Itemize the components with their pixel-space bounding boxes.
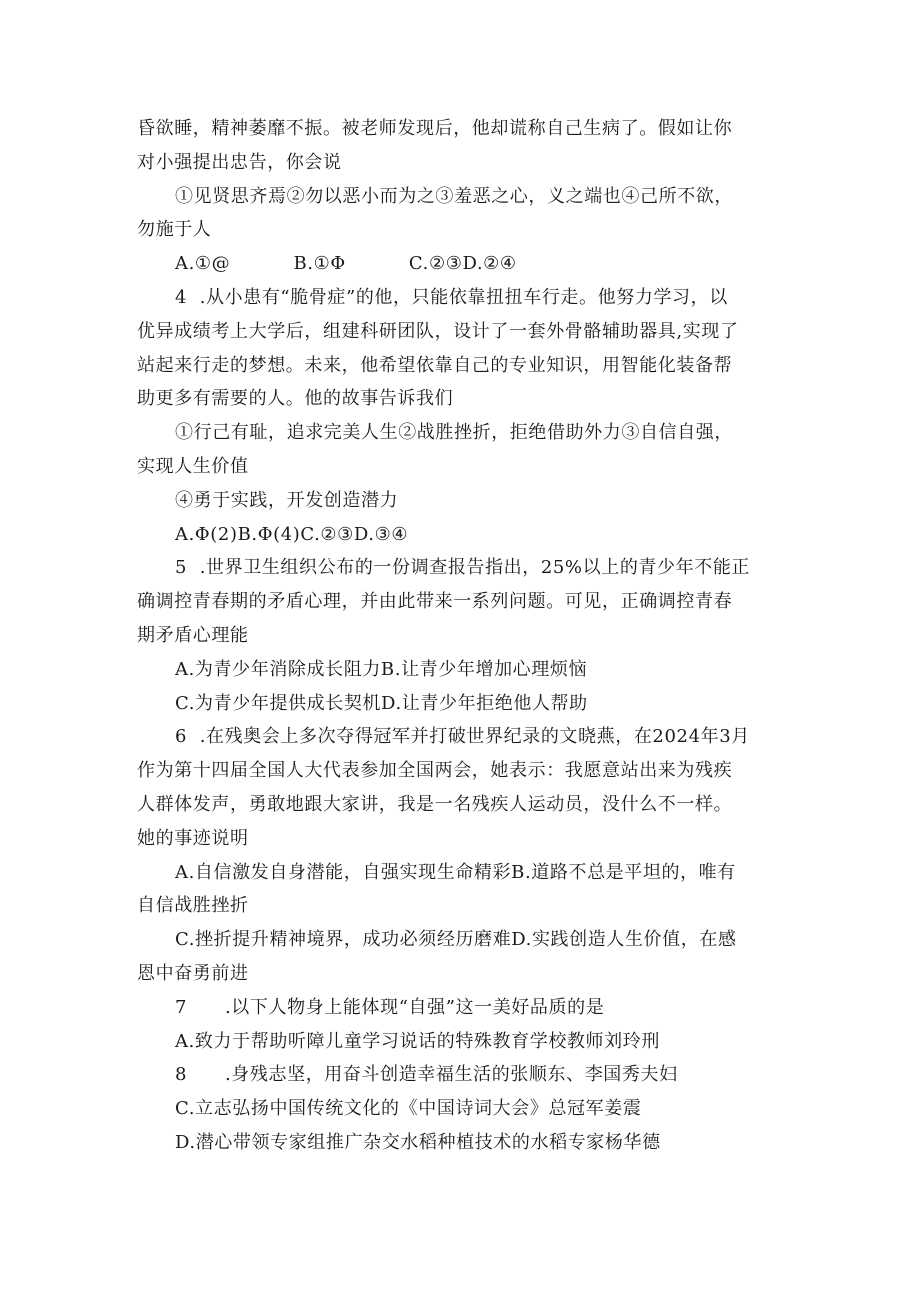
answer-option-c: C.立志弘扬中国传统文化的《中国诗词大会》总冠军姜震 <box>175 1098 642 1120</box>
text-line: 助更多有需要的人。他的故事告诉我们 <box>137 388 454 410</box>
answer-options: C.挫折提升精神境界，成功必须经历磨难D.实践创造人生价值，在感 <box>175 929 737 951</box>
text-line: 实现人生价值 <box>137 455 249 477</box>
answer-options: A.①@ B.①Φ C.②③D.②④ <box>175 253 517 275</box>
question-7: 7 .以下人物身上能体现“自强”这一美好品质的是 <box>175 996 605 1018</box>
text-line: 作为第十四届全国人大代表参加全国两会，她表示：我愿意站出来为残疾 <box>137 760 733 782</box>
text-line: 对小强提出忠告，你会说 <box>137 151 342 173</box>
text-line: 站起来行走的梦想。未来，他希望依靠自己的专业知识，用智能化装备帮 <box>137 354 733 376</box>
question-6: 6 .在残奥会上多次夺得冠军并打破世界纪录的文晓燕，在2024年3月 <box>175 726 750 748</box>
answer-options: A.自信激发自身潜能，自强实现生命精彩B.道路不总是平坦的，唯有 <box>175 861 736 883</box>
text-line: 恩中奋勇前进 <box>137 962 249 984</box>
text-line: 期矛盾心理能 <box>137 624 249 646</box>
text-line: 优异成绩考上大学后，组建科研团队，设计了一套外骨骼辅助器具,实现了 <box>137 320 739 342</box>
document-body <box>137 112 783 1160</box>
text-line: ①见贤思齐焉②勿以恶小而为之③羞恶之心，义之端也④己所不欲， <box>175 185 733 207</box>
text-line: ①行己有耻，追求完美人生②战胜挫折，拒绝借助外力③自信自强， <box>175 422 733 444</box>
answer-options: C.为青少年提供成长契机D.让青少年拒绝他人帮助 <box>175 692 588 714</box>
answer-options: A.Φ(2)B.Φ(4)C.②③D.③④ <box>175 523 409 545</box>
text-line: 她的事迹说明 <box>137 827 249 849</box>
text-line: 昏欲睡，精神萎靡不振。被老师发现后，他却谎称自己生病了。假如让你 <box>137 118 733 139</box>
text-line: 勿施于人 <box>137 219 212 241</box>
text-line: 确调控青春期的矛盾心理，并由此带来一系列问题。可见，正确调控青春 <box>137 591 733 613</box>
text-line: ④勇于实践，开发创造潜力 <box>175 489 399 511</box>
question-5: 5 .世界卫生组织公布的一份调查报告指出，25%以上的青少年不能正 <box>175 557 751 579</box>
question-8: 8 .身残志坚，用奋斗创造幸福生活的张顺东、李国秀夫妇 <box>175 1064 678 1086</box>
text-line: 自信战胜挫折 <box>137 895 249 917</box>
question-4: 4 .从小患有“脆骨症”的他，只能依靠扭扭车行走。他努力学习，以 <box>175 286 728 308</box>
answer-option-d: D.潜心带领专家组推广杂交水稻种植技术的水稻专家杨华德 <box>175 1131 661 1153</box>
answer-option-a: A.致力于帮助听障儿童学习说话的特殊教育学校教师刘玲刑 <box>175 1030 660 1052</box>
answer-options: A.为青少年消除成长阻力B.让青少年增加心理烦恼 <box>175 658 588 680</box>
text-line: 人群体发声，勇敢地跟大家讲，我是一名残疾人运动员，没什么不一样。 <box>137 793 733 815</box>
